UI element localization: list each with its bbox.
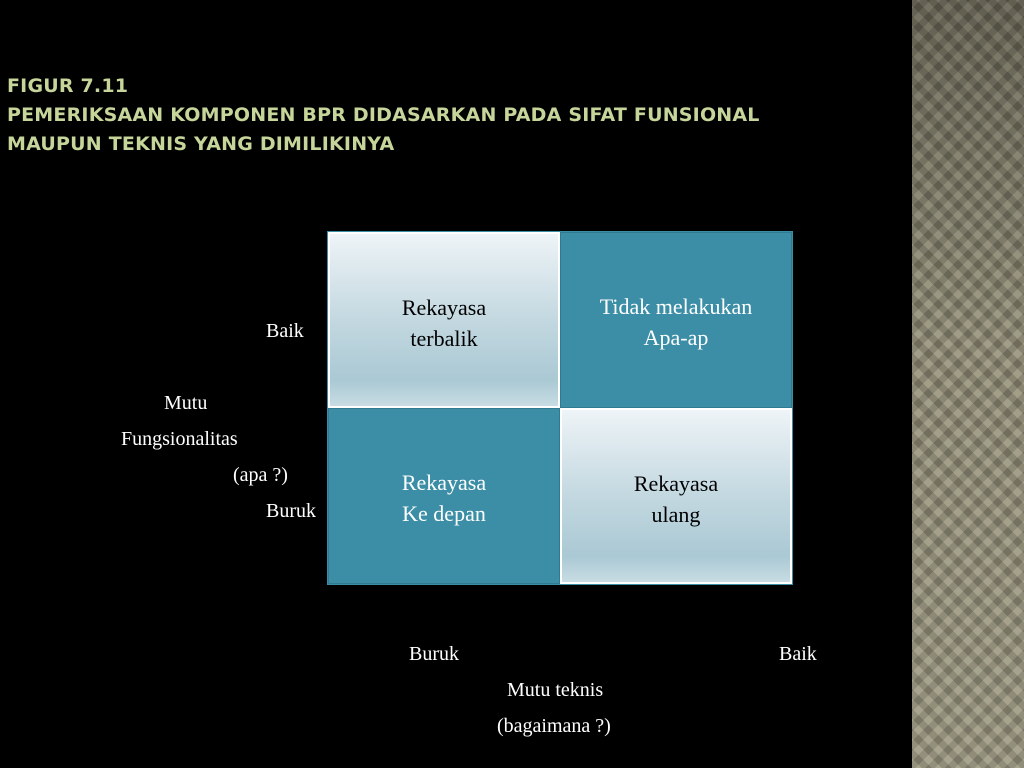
- y-axis-label-line-2: Fungsionalitas: [121, 428, 238, 450]
- decorative-side-strip: [912, 0, 1024, 768]
- quadrant-matrix: [327, 231, 793, 585]
- quadrant-text: ulang: [651, 502, 701, 527]
- quadrant-text: Tidak melakukan: [599, 294, 753, 319]
- slide-title: [7, 72, 887, 159]
- quadrant-text: Rekayasa: [401, 470, 487, 495]
- x-axis-high-label: Baik: [779, 643, 817, 665]
- y-axis-low-label: Buruk: [266, 500, 316, 522]
- quadrant-bottom-right: [560, 408, 792, 584]
- x-axis-label-line-2: (bagaimana ?): [497, 715, 611, 737]
- quadrant-text: terbalik: [410, 326, 478, 351]
- title-line-3: MAUPUN TEKNIS YANG DIMILIKINYA: [7, 133, 395, 155]
- quadrant-top-right: [560, 232, 792, 408]
- y-axis-label-line-3: (apa ?): [233, 464, 288, 486]
- x-axis-low-label: Buruk: [409, 643, 459, 665]
- quadrant-text: Rekayasa: [633, 471, 719, 496]
- title-line-2: PEMERIKSAAN KOMPONEN BPR DIDASARKAN PADA SIFAT FUNSIONAL: [7, 104, 760, 126]
- quadrant-top-left: [328, 232, 560, 408]
- quadrant-text: Rekayasa: [401, 295, 487, 320]
- quadrant-text: Ke depan: [402, 501, 486, 526]
- y-axis-high-label: Baik: [266, 320, 304, 342]
- title-figure-number: FIGUR 7.11: [7, 75, 129, 97]
- quadrant-text: Apa-ap: [643, 325, 709, 350]
- y-axis-label-line-1: Mutu: [164, 392, 208, 414]
- quadrant-bottom-left: [328, 408, 560, 584]
- x-axis-label-line-1: Mutu teknis: [507, 679, 604, 701]
